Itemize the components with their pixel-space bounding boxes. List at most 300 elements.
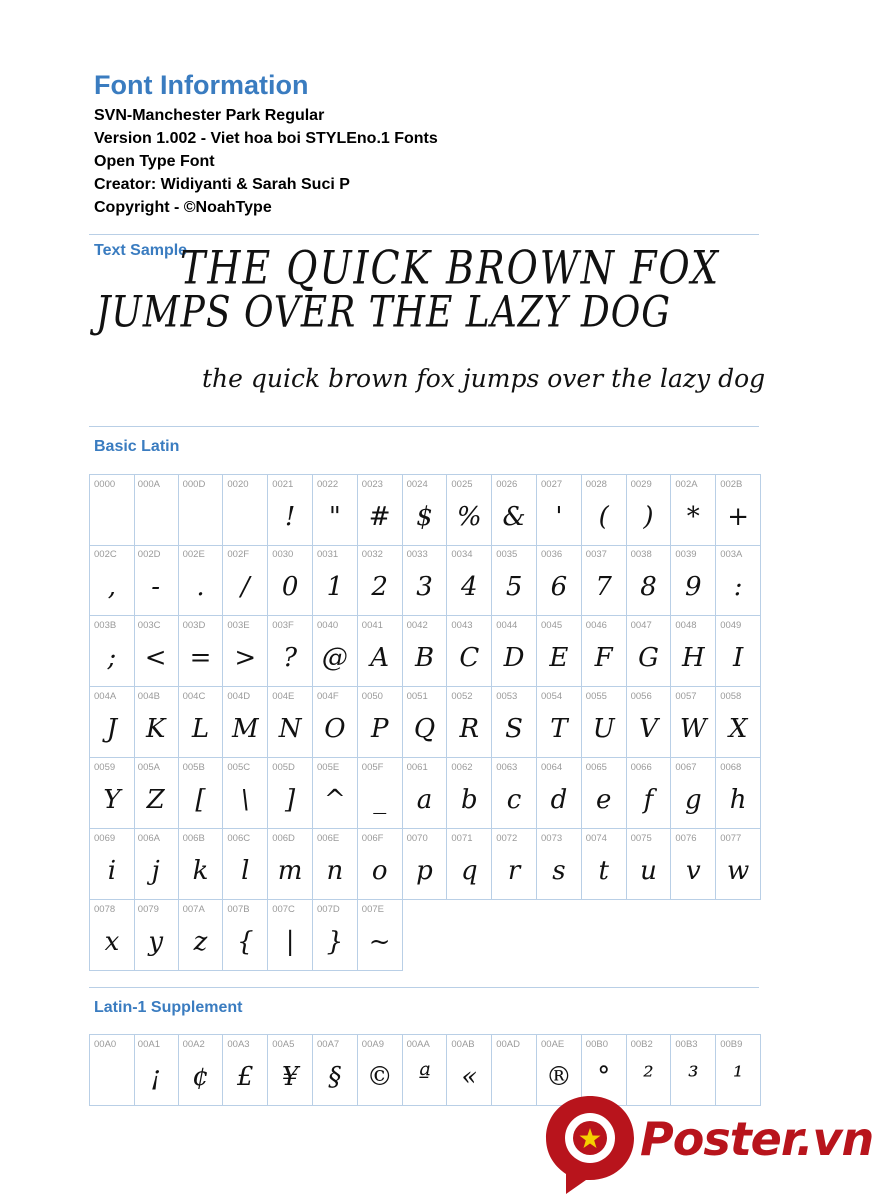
glyph-code: 0053 [496,691,518,702]
glyph-cell [716,687,761,758]
glyph-code: 00B3 [675,1039,698,1050]
glyph-char: O [324,714,346,744]
glyph-cell [582,829,627,900]
glyph-cell [582,474,627,546]
font-creator: Creator: Widiyanti & Sarah Suci P [94,176,350,193]
glyph-code: 0038 [630,549,652,560]
glyph-char: p [416,856,433,886]
divider [89,987,759,988]
glyph-cell [671,474,716,546]
glyph-code: 004B [137,691,160,702]
glyph-code: 0021 [272,479,294,490]
glyph-code: 0063 [496,762,518,773]
glyph-code: 003E [227,620,250,631]
glyph-code: 0069 [94,833,116,844]
latin1-title: Latin-1 Supplement [94,999,243,1016]
glyph-cell [89,616,135,687]
glyph-cell [447,829,492,900]
glyph-code: 000A [137,479,160,490]
glyph-char: J [106,714,118,744]
glyph-char: { [237,927,254,957]
glyph-char: I [732,643,744,673]
glyph-char: C [459,643,480,673]
glyph-char: ¹ [732,1062,744,1092]
glyph-code: 004F [317,691,339,702]
glyph-code: 006C [227,833,251,844]
glyph-char: i [107,856,117,886]
glyph-cell [134,616,179,687]
glyph-char: 5 [505,572,523,602]
glyph-cell [671,545,716,616]
glyph-cell [403,474,448,546]
glyph-cell [403,758,448,829]
glyph-cell [716,829,761,900]
text-sample-title: Text Sample [94,242,188,259]
glyph-char: h [729,785,747,815]
glyph-code: 0067 [675,762,697,773]
glyph-cell [313,687,358,758]
glyph-code: 002E [182,549,205,560]
glyph-char: N [278,714,302,744]
glyph-cell [403,1034,448,1106]
glyph-char: ² [643,1062,654,1092]
glyph-code: 00AD [496,1039,520,1050]
glyph-code: 0049 [720,620,742,631]
glyph-cell [358,616,403,687]
glyph-code: 006A [137,833,160,844]
glyph-cell [89,829,135,900]
glyph-char: * [686,502,700,532]
glyph-code: 0073 [541,833,563,844]
glyph-code: 006D [272,833,295,844]
glyph-char: d [550,785,568,815]
glyph-char: k [192,856,209,886]
glyph-code: 004A [94,691,117,702]
glyph-cell [403,687,448,758]
glyph-code: 0000 [94,479,116,490]
glyph-char: D [503,643,525,673]
page-title: Font Information [94,70,309,100]
glyph-char: 2 [371,572,388,602]
glyph-code: 002A [675,479,698,490]
glyph-char: _ [373,785,387,815]
glyph-char: V [639,714,658,744]
glyph-code: 0076 [675,833,697,844]
glyph-code: 0079 [137,904,159,915]
glyph-code: 005A [137,762,160,773]
glyph-char: q [460,856,478,886]
glyph-cell [671,829,716,900]
glyph-code: 003B [94,620,117,631]
glyph-char: P [370,714,389,744]
glyph-code: 00A7 [317,1039,340,1050]
glyph-char: g [684,785,702,815]
glyph-cell [627,687,672,758]
glyph-char: | [285,927,295,957]
glyph-cell [358,900,403,971]
glyph-code: 002D [137,549,161,560]
glyph-code: 0075 [630,833,652,844]
glyph-char: = [189,643,212,673]
glyph-char: ¡ [150,1062,161,1092]
glyph-cell [358,829,403,900]
glyph-cell [223,545,268,616]
glyph-code: 0034 [451,549,473,560]
glyph-cell [268,545,313,616]
font-name: SVN-Manchester Park Regular [94,107,325,124]
glyph-cell [313,474,358,546]
glyph-cell [537,758,582,829]
glyph-char: T [550,714,568,744]
glyph-code: 0037 [585,549,607,560]
glyph-char: e [596,785,612,815]
glyph-cell [268,616,313,687]
glyph-char: a [416,785,433,815]
glyph-char: z [193,927,208,957]
glyph-char: 7 [595,572,612,602]
glyph-code: 0071 [451,833,473,844]
glyph-cell [671,687,716,758]
glyph-char: ª [418,1062,431,1092]
glyph-cell [447,1034,492,1106]
glyph-cell [492,545,537,616]
glyph-char: w [726,856,750,886]
glyph-char: t [598,856,609,886]
glyph-cell [313,900,358,971]
glyph-char: M [231,714,259,744]
sample-uppercase-line1: THE QUICK BROWN FOX [180,241,721,295]
glyph-code: 007B [227,904,250,915]
glyph-cell [268,900,313,971]
glyph-cell [179,829,224,900]
glyph-char: 0 [281,572,299,602]
divider [89,426,759,427]
glyph-code: 0030 [272,549,294,560]
glyph-cell [179,1034,224,1106]
glyph-cell [313,545,358,616]
glyph-code: 0062 [451,762,473,773]
glyph-cell [537,616,582,687]
glyph-cell [537,687,582,758]
glyph-char: , [107,572,117,602]
glyph-cell [582,687,627,758]
glyph-char: : [733,572,743,602]
glyph-cell [358,758,403,829]
glyph-code: 003C [137,620,161,631]
glyph-code: 00A9 [361,1039,384,1050]
glyph-cell [134,687,179,758]
glyph-cell [134,474,179,546]
glyph-char: A [370,643,390,673]
glyph-code: 0031 [317,549,339,560]
glyph-code: 002F [227,549,250,560]
glyph-cell [537,545,582,616]
glyph-cell [582,616,627,687]
glyph-code: 0078 [94,904,116,915]
glyph-cell [447,616,492,687]
glyph-char: ? [283,643,298,673]
glyph-cell [268,1034,313,1106]
glyph-char: K [145,714,166,744]
glyph-code: 0064 [541,762,563,773]
glyph-cell [223,900,268,971]
glyph-char: ¥ [281,1062,299,1092]
glyph-char: @ [321,643,348,673]
glyph-code: 005E [317,762,340,773]
glyph-cell [268,474,313,546]
glyph-code: 00B2 [630,1039,653,1050]
glyph-code: 003D [182,620,206,631]
glyph-code: 002B [720,479,743,490]
glyph-char: ; [107,643,117,673]
glyph-code: 0043 [451,620,473,631]
glyph-code: 0072 [496,833,518,844]
glyph-code: 0077 [720,833,742,844]
glyph-cell [223,829,268,900]
glyph-cell [537,474,582,546]
glyph-code: 00B0 [585,1039,608,1050]
glyph-cell [89,1034,135,1106]
glyph-code: 0052 [451,691,473,702]
glyph-cell [223,687,268,758]
glyph-char: x [104,927,120,957]
glyph-char: B [414,643,435,673]
glyph-code: 0070 [406,833,428,844]
glyph-code: 00AB [451,1039,475,1050]
glyph-code: 007A [182,904,205,915]
glyph-char: ® [545,1062,572,1092]
basic-latin-grid [89,474,761,971]
glyph-code: 0026 [496,479,518,490]
glyph-char: 4 [461,572,478,602]
glyph-char: ) [643,502,654,532]
glyph-char: y [148,927,164,957]
glyph-char: Y [103,785,121,815]
font-version: Version 1.002 - Viet hoa boi STYLEno.1 Fonts [94,130,438,147]
glyph-char: ¢ [192,1062,209,1092]
glyph-code: 0040 [317,620,339,631]
glyph-cell [627,545,672,616]
glyph-char: & [502,502,526,532]
glyph-char: H [681,643,705,673]
glyph-code: 0035 [496,549,518,560]
glyph-code: 0027 [541,479,563,490]
glyph-cell [134,1034,179,1106]
glyph-cell [89,545,135,616]
glyph-code: 0054 [541,691,563,702]
glyph-cell [313,758,358,829]
glyph-char: u [640,856,657,886]
glyph-cell [492,687,537,758]
glyph-cell [223,616,268,687]
glyph-code: 0036 [541,549,563,560]
glyph-cell [358,687,403,758]
glyph-cell [223,1034,268,1106]
glyph-cell [716,616,761,687]
glyph-char: E [549,643,569,673]
glyph-char: l [241,856,250,886]
glyph-cell [627,758,672,829]
glyph-cell [89,900,135,971]
glyph-char: b [460,785,478,815]
glyph-char: S [505,714,523,744]
glyph-code: 0057 [675,691,697,702]
glyph-cell [179,545,224,616]
glyph-cell [403,545,448,616]
glyph-code: 00B9 [720,1039,743,1050]
glyph-cell [134,829,179,900]
glyph-cell [716,758,761,829]
glyph-cell [268,829,313,900]
basic-latin-title: Basic Latin [94,438,180,455]
glyph-cell [358,1034,403,1106]
glyph-char: $ [416,502,433,532]
glyph-char: + [727,502,749,532]
logo-text: Poster.vn [640,1112,873,1166]
glyph-cell [582,758,627,829]
logo-badge-icon [540,1092,640,1196]
glyph-cell [716,474,761,546]
glyph-code: 003F [272,620,294,631]
glyph-char: < [144,643,167,673]
glyph-code: 005C [227,762,251,773]
glyph-char: « [461,1062,478,1092]
glyph-char: > [234,643,257,673]
glyph-code: 0050 [361,691,383,702]
glyph-char: ' [555,502,563,532]
glyph-char: L [191,714,210,744]
glyph-code: 00A1 [137,1039,160,1050]
glyph-cell [89,687,135,758]
glyph-cell [179,687,224,758]
glyph-char: / [240,572,250,602]
glyph-code: 00A0 [94,1039,117,1050]
glyph-char: n [326,856,344,886]
glyph-cell [537,829,582,900]
glyph-cell [627,829,672,900]
glyph-cell [447,545,492,616]
glyph-code: 0045 [541,620,563,631]
glyph-code: 0029 [630,479,652,490]
glyph-cell [492,758,537,829]
glyph-code: 0061 [406,762,428,773]
glyph-code: 00AE [541,1039,565,1050]
glyph-code: 0044 [496,620,518,631]
glyph-code: 004D [227,691,251,702]
glyph-char: f [643,785,654,815]
glyph-code: 007E [361,904,384,915]
glyph-code: 0033 [406,549,428,560]
glyph-cell [313,616,358,687]
glyph-char: 1 [326,572,344,602]
glyph-char: 6 [550,572,568,602]
glyph-cell [313,1034,358,1106]
sample-uppercase-line2: JUMPS OVER THE LAZY DOG [96,288,672,338]
glyph-code: 005D [272,762,295,773]
glyph-code: 0059 [94,762,116,773]
glyph-code: 00A5 [272,1039,295,1050]
glyph-char: - [151,572,161,602]
glyph-char: £ [237,1062,254,1092]
glyph-cell [447,474,492,546]
sample-lowercase-line: the quick brown fox jumps over the lazy dog [202,364,766,393]
glyph-char: ! [284,502,296,532]
glyph-char: X [728,714,748,744]
glyph-code: 0055 [585,691,607,702]
glyph-char: \ [240,785,250,815]
glyph-code: 000D [182,479,206,490]
glyph-code: 0051 [406,691,428,702]
glyph-char: W [679,714,707,744]
poster-logo[interactable] [540,1092,873,1192]
glyph-code: 0068 [720,762,742,773]
glyph-code: 007D [317,904,340,915]
glyph-cell [671,616,716,687]
glyph-cell [492,616,537,687]
glyph-code: 0024 [406,479,428,490]
glyph-cell [89,758,135,829]
glyph-char: ° [597,1062,611,1092]
glyph-cell [627,474,672,546]
glyph-char: 9 [685,572,702,602]
glyph-cell [134,900,179,971]
glyph-cell [223,758,268,829]
glyph-code: 0047 [630,620,652,631]
glyph-char: % [456,502,482,532]
glyph-char: c [506,785,522,815]
glyph-char: R [459,714,480,744]
divider [89,234,759,235]
glyph-cell [179,616,224,687]
glyph-code: 0032 [361,549,383,560]
glyph-code: 0020 [227,479,249,490]
glyph-char: G [638,643,659,673]
glyph-char: } [326,927,344,957]
glyph-char: v [685,856,701,886]
glyph-code: 007C [272,904,295,915]
glyph-cell [671,758,716,829]
glyph-code: 006E [317,833,340,844]
glyph-code: 0041 [361,620,383,631]
glyph-cell [403,616,448,687]
glyph-code: 0025 [451,479,473,490]
glyph-char: Z [146,785,165,815]
glyph-cell [358,545,403,616]
glyph-code: 0066 [630,762,652,773]
glyph-code: 0022 [317,479,339,490]
glyph-cell [313,829,358,900]
glyph-cell [627,616,672,687]
glyph-code: 0046 [585,620,607,631]
glyph-code: 00A2 [182,1039,205,1050]
glyph-cell [134,545,179,616]
glyph-code: 0039 [675,549,697,560]
glyph-code: 005F [361,762,384,773]
glyph-char: s [552,856,566,886]
glyph-code: 0023 [361,479,383,490]
glyph-char: ³ [688,1062,699,1092]
glyph-code: 004E [272,691,295,702]
glyph-char: F [594,643,613,673]
glyph-char: Q [413,714,436,744]
glyph-char: r [507,856,521,886]
glyph-char: # [368,502,391,532]
glyph-char: © [366,1062,393,1092]
glyph-code: 0074 [585,833,607,844]
glyph-cell [582,545,627,616]
glyph-cell [179,474,224,546]
glyph-char: m [277,856,303,886]
